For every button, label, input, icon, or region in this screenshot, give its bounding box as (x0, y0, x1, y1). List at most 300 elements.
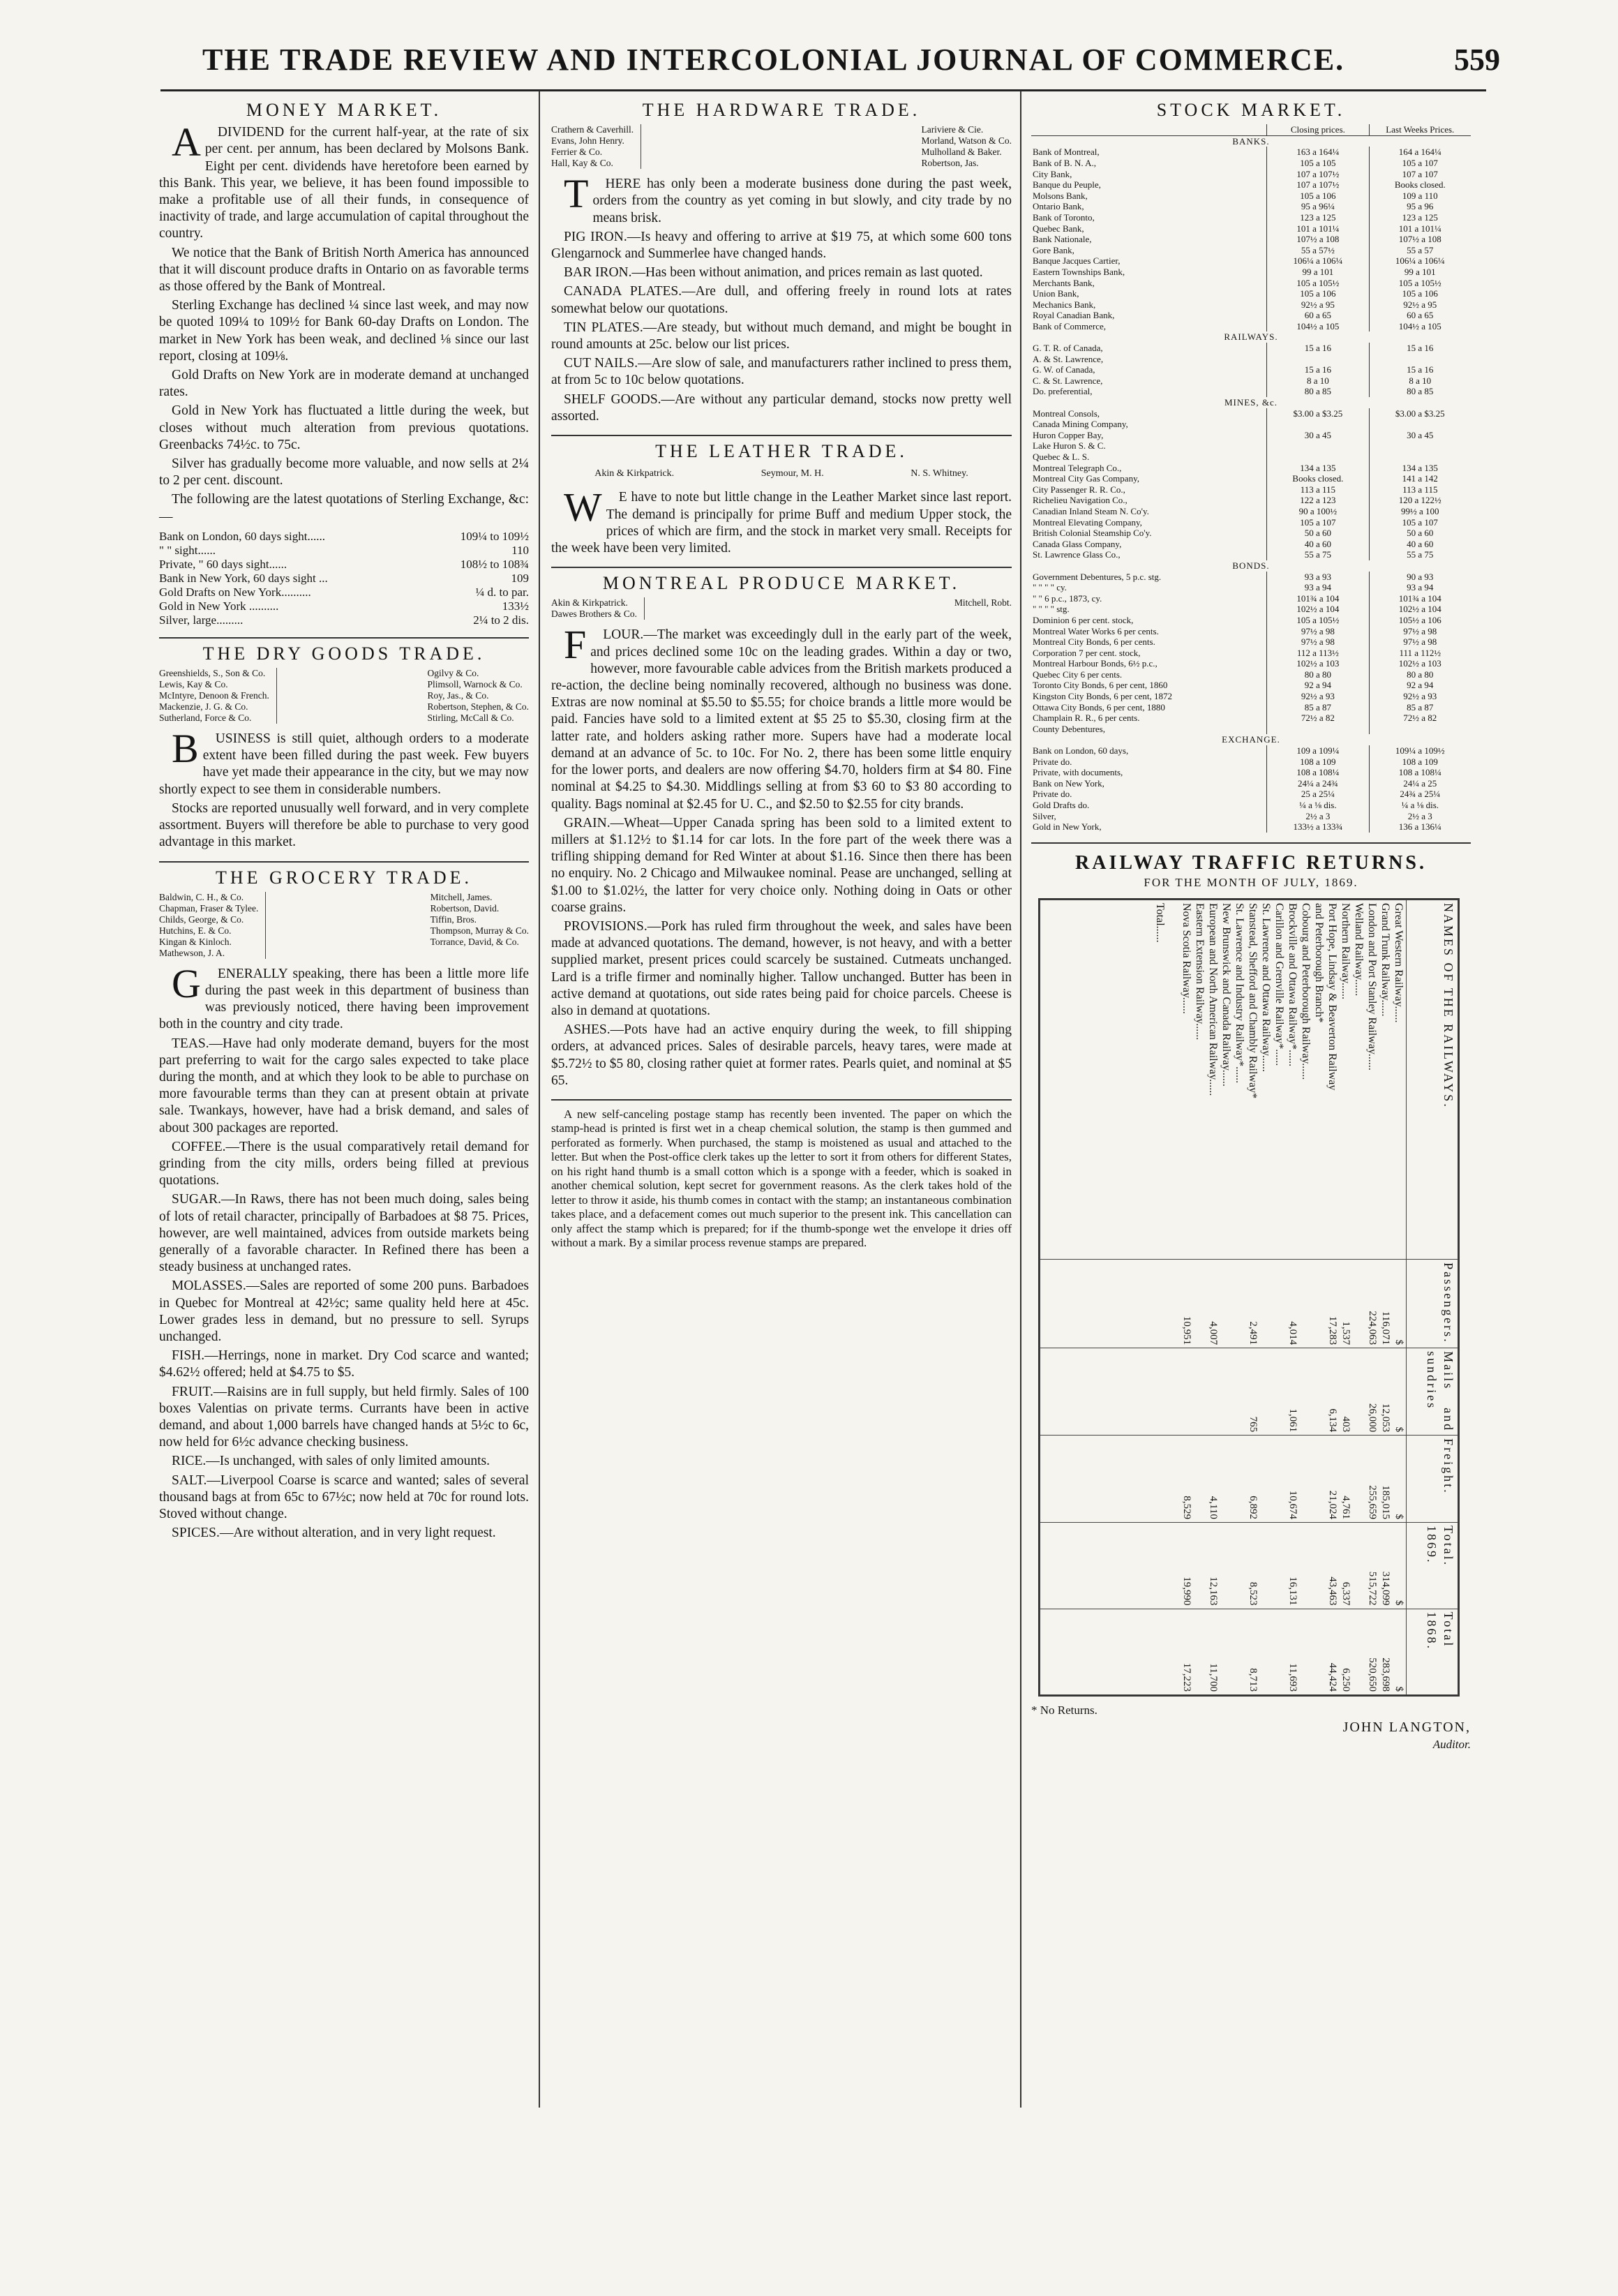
grocery-merchants (159, 892, 529, 959)
stock-section-label: MINES, &c. (1224, 397, 1278, 408)
last-week-price: $3.00 a $3.25 (1369, 408, 1471, 419)
merchant-list-left (159, 892, 266, 959)
quotation-row (159, 572, 529, 586)
last-week-price: 92½ a 93 (1369, 691, 1471, 702)
column-left (159, 98, 529, 1544)
passengers-value (1167, 1262, 1180, 1345)
passengers-value (1220, 1262, 1233, 1345)
stock-name: Eastern Townships Bank, (1033, 266, 1125, 277)
total-1868-value (1259, 1612, 1273, 1692)
total-1868-value (1193, 1612, 1206, 1692)
paragraph: GENERALLY speaking, there has been a little more life during the past week in this department of business than was previously noticed, there having been improvement both in the country and city trade. (159, 960, 529, 1032)
total-1869-value: 16,131 (1287, 1576, 1298, 1606)
paragraph: Silver has gradually become more valuable, and now sells at 2¼ to 2 per cent. discount. (159, 456, 529, 489)
quotation-label: Bank on London, 60 days sight...... (159, 529, 325, 543)
mails-value (1193, 1351, 1206, 1432)
stock-row (1031, 310, 1471, 321)
total-1868-value (1273, 1612, 1286, 1692)
closing-price: 24¼ a 24¾ (1267, 778, 1369, 789)
railway-name: Brockville and Ottawa Railway*...... (1286, 903, 1298, 1067)
railway-name (1167, 903, 1180, 1256)
passengers-header: Passengers. (1406, 1260, 1458, 1348)
closing-price: 90 a 100½ (1267, 506, 1369, 517)
railway-name: Grand Trunk Railway...... (1379, 903, 1391, 1017)
closing-price: 55 a 57½ (1267, 245, 1369, 256)
last-week-price (1369, 452, 1471, 463)
closing-price: 107 a 107½ (1267, 169, 1369, 180)
merchant-name: Ferrier & Co. (551, 147, 603, 158)
closing-price: 8 a 10 (1267, 375, 1369, 387)
stock-name: G. T. R. of Canada, (1033, 343, 1103, 354)
stock-name: Gold in New York, (1033, 821, 1102, 833)
last-week-price: 50 a 60 (1369, 528, 1471, 539)
total-1868-value (1352, 1612, 1365, 1692)
railway-name: Total...... (1153, 903, 1166, 943)
last-week-prices-header: Last Weeks Prices. (1369, 124, 1471, 135)
total-1869-value: 43,463 (1326, 1576, 1338, 1606)
passengers-value: 17,283 (1326, 1316, 1338, 1345)
paragraph: RICE.—Is unchanged, with sales of only limited amounts. (172, 1454, 490, 1469)
merchant-name: Lariviere & Cie. (921, 124, 984, 135)
mails-value: 765 (1247, 1416, 1259, 1433)
closing-price: 80 a 85 (1267, 386, 1369, 397)
merchant-name: Evans, John Henry. (551, 135, 624, 147)
merchant-name: Akin & Kirkpatrick. (594, 468, 675, 479)
hardware-merchants (551, 124, 1012, 169)
quotation-value: ¼ d. to par. (475, 585, 529, 599)
mails-value (1233, 1351, 1246, 1432)
closing-price: 122 a 123 (1267, 495, 1369, 506)
hardware-title: THE HARDWARE TRADE. (642, 100, 921, 120)
railway-name: European and North American Railway...... (1206, 903, 1219, 1096)
total-1868-value (1220, 1612, 1233, 1692)
passengers-value: 1,537 (1340, 1321, 1351, 1345)
quotation-label: Silver, large......... (159, 613, 244, 627)
produce-merchants (551, 597, 1012, 620)
freight-value: 8,529 (1181, 1496, 1192, 1520)
stock-name: Banque du Peuple, (1033, 179, 1101, 191)
paragraph: GRAIN.—Wheat—Upper Canada spring has been sold to a limited extent to millers at $1.12½ to $1.14 for car lots. In the fore part of the week there was a trifling shipping demand for Red Winter at about $1.16. Since then there has been no enquiry. No. 2 Chicago and Milwaukee nominal. Pease are unchanged, selling at $1.00 to $1.02½, the latter for very choice only. Nothing doing in Oats or other coarse grains. (551, 815, 1012, 915)
closing-price: 50 a 60 (1267, 528, 1369, 539)
last-week-price: 80 a 80 (1369, 669, 1471, 680)
stock-row (1031, 364, 1471, 375)
stock-name: Silver, (1033, 810, 1056, 821)
stock-row (1031, 452, 1471, 463)
stock-section-label: BANKS. (1232, 135, 1270, 147)
stock-name: Bank of Commerce, (1033, 320, 1107, 331)
stock-row (1031, 386, 1471, 397)
closing-price: 105 a 107 (1267, 517, 1369, 528)
quotation-row (159, 586, 529, 599)
stock-row (1031, 724, 1471, 735)
stock-name: Banque Jacques Cartier, (1033, 255, 1121, 267)
last-week-price: 106¼ a 106¼ (1369, 255, 1471, 267)
last-week-price: 102½ a 103 (1369, 658, 1471, 669)
quotation-value: 133½ (502, 599, 529, 613)
closing-price: 60 a 65 (1267, 310, 1369, 321)
last-week-price: 15 a 16 (1369, 364, 1471, 375)
paragraph: CUT NAILS.—Are slow of sale, and manufacturers rather inclined to press them, at from 5c to 10c below quotations. (551, 356, 1012, 388)
total-1869-value (1220, 1526, 1233, 1606)
stock-section-label: RAILWAYS. (1224, 331, 1278, 343)
last-week-price: 134 a 135 (1369, 463, 1471, 474)
closing-price: 123 a 125 (1267, 212, 1369, 223)
stock-row (1031, 169, 1471, 180)
last-week-price: 40 a 60 (1369, 539, 1471, 550)
stock-name: Private, with documents, (1033, 767, 1123, 778)
stock-row (1031, 484, 1471, 495)
freight-value (1312, 1438, 1326, 1519)
mails-value (1299, 1351, 1312, 1432)
last-week-price: 105 a 107 (1369, 517, 1471, 528)
stock-row (1031, 658, 1471, 669)
closing-price: 105 a 106 (1267, 288, 1369, 299)
last-week-price: ¼ a ⅛ dis. (1369, 800, 1471, 811)
passengers-value: 4,007 (1207, 1321, 1219, 1345)
stock-name: Lake Huron S. & C. (1033, 440, 1106, 452)
railway-name: Great Western Railway...... (1392, 903, 1404, 1023)
total-1868-value: 8,713 (1247, 1668, 1259, 1692)
quotation-value: 2¼ to 2 dis. (473, 613, 529, 627)
produce-body (551, 622, 1012, 1089)
railway-name: Stanstead, Shefford and Chambly Railway* (1246, 903, 1259, 1099)
quotation-label: Private, " 60 days sight...... (159, 557, 287, 571)
closing-price: 109 a 109¼ (1267, 745, 1369, 756)
merchant-name: Childs, George, & Co. (159, 914, 244, 925)
stock-name: Richelieu Navigation Co., (1033, 495, 1128, 506)
paragraph: ADIVIDEND for the current half-year, at the rate of six per cent. per annum, has been declared by Molsons Bank. Eight per cent. dividends have heretofore been earned by this Bank. This year, we believe, it has been found impossible to make a profitable use of all their funds, in consequence of inactivity of trade, and large accumulation of capital throughout the country. (159, 119, 529, 241)
stock-name: Do. preferential, (1033, 386, 1093, 397)
last-week-price: 109 a 110 (1369, 191, 1471, 202)
stock-name: Gore Bank, (1033, 244, 1074, 255)
merchant-name: N. S. Whitney. (911, 468, 968, 479)
merchant-name: Ogilvy & Co. (427, 668, 479, 679)
hardware-body (551, 171, 1012, 425)
dry-goods-merchants (159, 668, 529, 724)
stock-row (1031, 191, 1471, 202)
merchant-list-right (421, 668, 530, 724)
stock-name: Gold Drafts do. (1033, 800, 1090, 811)
mails-value: 12,053 (1379, 1403, 1391, 1433)
stock-name: Kingston City Bonds, 6 per cent, 1872 (1033, 691, 1173, 702)
total-1869-header: Total. 1869. (1406, 1523, 1458, 1609)
last-week-price: 2½ a 3 (1369, 811, 1471, 822)
stock-row (1031, 756, 1471, 768)
last-week-price: 113 a 115 (1369, 484, 1471, 495)
last-week-price: 97½ a 98 (1369, 636, 1471, 648)
stock-row (1031, 288, 1471, 299)
merchant-list-left (551, 597, 645, 620)
closing-price: 108 a 109 (1267, 756, 1369, 768)
stock-row (1031, 539, 1471, 550)
total-1868-value (1299, 1612, 1312, 1692)
last-week-price: 55 a 75 (1369, 549, 1471, 560)
last-week-price (1369, 354, 1471, 365)
stock-name: Bank of Montreal, (1033, 147, 1100, 158)
merchant-list-right (947, 597, 1012, 620)
mails-value (1352, 1351, 1365, 1432)
paragraph: FLOUR.—The market was exceedingly dull in the early part of the week, and prices declined some 10c on the leading grades. Within a day or two, however, more favourable cable advices from the British markets produced a re-action, the decline being nominally recovered, although no business was done. Extras are now nominal at $5.50 to $5.55; for choice brands a little more would be paid. Fancies have sold to a limited extent at $5 25 to $5.30, closing firm at the latter rate, and holders asking rather more. Supers have had a moderate local demand at an advance of 5c. to 10c. For No. 2, there has been some little enquiry for the lower ports, and dealers are now offering $4.70, holders firm at $4 80. Fine nominal at $4.25 to $4.30. Middlings selling at from $3 60 to $3 80 according to quality. Bags nominal at $2.45 for U. C., and $2.50 to $2.55 for city brands. (551, 622, 1012, 812)
quotation-value: 110 (511, 543, 529, 557)
closing-price: 106¼ a 106¼ (1267, 255, 1369, 267)
closing-price (1267, 452, 1369, 463)
paragraph: BUSINESS is still quiet, although orders to a moderate extent have been filled during the past week. Few buyers have yet made their appearance in the city, but we may now shortly expect to see them in considerable numbers. (159, 726, 529, 797)
stock-name: Union Bank, (1033, 288, 1079, 299)
stock-name: " " " " cy. (1033, 582, 1067, 593)
last-week-price: 105 a 106 (1369, 288, 1471, 299)
last-week-price: 101 a 101¼ (1369, 223, 1471, 234)
exchange-quotations (159, 530, 529, 627)
last-week-price: 123 a 125 (1369, 212, 1471, 223)
last-week-price: 136 a 136¼ (1369, 821, 1471, 833)
last-week-price: 104½ a 105 (1369, 321, 1471, 332)
total-1868-value: 11,693 (1287, 1663, 1298, 1692)
stock-name: Montreal City Gas Company, (1033, 473, 1139, 484)
stock-row (1031, 745, 1471, 756)
mails-value (1259, 1351, 1273, 1432)
section-divider (551, 1099, 1012, 1101)
total-1869-value (1312, 1526, 1326, 1606)
auditor-title: Auditor. (1432, 1737, 1471, 1751)
stock-row (1031, 473, 1471, 484)
total-1868-value: 17,223 (1181, 1662, 1192, 1692)
quotation-value: 108½ to 108¾ (460, 557, 529, 571)
closing-price: 93 a 93 (1267, 572, 1369, 583)
freight-value (1167, 1438, 1180, 1519)
dry-goods-title: THE DRY GOODS TRADE. (202, 643, 486, 664)
passengers-value (1299, 1262, 1312, 1345)
closing-price: 133½ a 133¾ (1267, 821, 1369, 833)
section-divider (159, 861, 529, 863)
stock-name: Private do. (1033, 756, 1072, 767)
mails-value (1220, 1351, 1233, 1432)
last-week-price: 92½ a 95 (1369, 299, 1471, 311)
paragraph: Gold in New York has fluctuated a little during the week, but closes without much alteration from previous quotations. Greenbacks 74½c. to 75c. (159, 403, 529, 452)
last-week-price: 111 a 112½ (1369, 648, 1471, 659)
paragraph: COFFEE.—There is the usual comparatively retail demand for grinding from the city mills, orders being filled at previous quotations. (159, 1139, 529, 1188)
paragraph: Stocks are reported unusually well forward, and in very complete assortment. Buyers will therefore be able to purchase to very good advantage in this market. (159, 800, 529, 850)
paragraph: PIG IRON.—Is heavy and offering to arrive at $19 75, at which some 600 tons Glengarnock and Summerlee have changed hands. (551, 229, 1012, 262)
quotation-label: Bank in New York, 60 days sight ... (159, 571, 328, 585)
freight-value: $ (1393, 1514, 1404, 1520)
stock-row (1031, 255, 1471, 267)
stock-row (1031, 158, 1471, 169)
stock-row (1031, 267, 1471, 278)
quotation-value: 109 (511, 571, 529, 585)
closing-price: 105 a 105½ (1267, 615, 1369, 626)
last-week-price: Books closed. (1369, 179, 1471, 191)
last-week-price: 80 a 85 (1369, 386, 1471, 397)
stock-row (1031, 517, 1471, 528)
mails-header: Mails and sundries (1406, 1348, 1458, 1436)
closing-price: 97½ a 98 (1267, 626, 1369, 637)
merchant-name: Greenshields, S., Son & Co. (159, 668, 266, 679)
closing-price: ¼ a ⅛ dis. (1267, 800, 1369, 811)
railway-header-row (1406, 900, 1458, 1695)
money-market-title: MONEY MARKET. (246, 100, 442, 120)
merchant-list-left (551, 124, 641, 169)
closing-price: 95 a 96¼ (1267, 201, 1369, 212)
passengers-value (1193, 1262, 1206, 1345)
total-1868-cell (1040, 1609, 1407, 1694)
stock-row (1031, 201, 1471, 212)
last-week-price: 141 a 142 (1369, 473, 1471, 484)
stock-name: Canada Mining Company, (1033, 419, 1128, 430)
total-1869-value (1193, 1526, 1206, 1606)
stock-row (1031, 278, 1471, 289)
stock-row (1031, 147, 1471, 158)
merchant-name: Mackenzie, J. G. & Co. (159, 701, 248, 713)
paragraph: TIN PLATES.—Are steady, but without much demand, and might be bought in round amounts at 25c. below our list prices. (551, 320, 1012, 352)
passengers-value: $ (1393, 1339, 1404, 1345)
merchant-list-right (914, 124, 1012, 169)
stock-name: Dominion 6 per cent. stock, (1033, 614, 1134, 625)
stock-name: Montreal Water Works 6 per cents. (1033, 625, 1159, 636)
last-week-price: 60 a 65 (1369, 310, 1471, 321)
stock-name: Montreal Telegraph Co., (1033, 462, 1122, 473)
stock-row (1031, 354, 1471, 365)
passengers-cell (1040, 1260, 1407, 1348)
stock-name: Royal Canadian Bank, (1033, 310, 1115, 321)
railway-name: Nova Scotia Railway...... (1180, 903, 1192, 1015)
stock-name: Montreal Elevating Company, (1033, 516, 1142, 528)
total-1869-value (1299, 1526, 1312, 1606)
stock-name: Private do. (1033, 789, 1072, 800)
freight-value (1259, 1438, 1273, 1519)
paragraph: FRUIT.—Raisins are in full supply, but held firmly. Sales of 100 boxes Valentias on private terms. Currants have been in active demand, and about 1,000 barrels have changed hands at 5½c to 6c, now held for 6½c advance checking business. (159, 1384, 529, 1450)
stock-name: Ottawa City Bonds, 6 per cent, 1880 (1033, 701, 1165, 713)
last-week-price (1369, 419, 1471, 430)
stock-row (1031, 321, 1471, 332)
last-week-price: 120 a 122½ (1369, 495, 1471, 506)
paragraph: FISH.—Herrings, none in market. Dry Cod scarce and wanted; $4.62½ offered; held at $4.75 to $5. (159, 1348, 529, 1380)
closing-price: 2½ a 3 (1267, 811, 1369, 822)
merchant-name: Mulholland & Baker. (921, 147, 1002, 158)
merchant-name: Thompson, Murray & Co. (430, 925, 529, 936)
closing-price: 134 a 135 (1267, 463, 1369, 474)
leather-title: THE LEATHER TRADE. (655, 441, 908, 462)
last-week-price: 30 a 45 (1369, 430, 1471, 441)
stock-name: Government Debentures, 5 p.c. stg. (1033, 571, 1162, 582)
railway-table-rotated (1040, 900, 1458, 1695)
total-1869-value (1153, 1526, 1167, 1606)
closing-price: 40 a 60 (1267, 539, 1369, 550)
last-week-price: 101¾ a 104 (1369, 593, 1471, 604)
mails-value: 26,000 (1366, 1403, 1378, 1433)
closing-price: 108 a 108¼ (1267, 767, 1369, 778)
total-1869-value: 314,099 (1379, 1572, 1391, 1606)
freight-header: Freight. (1406, 1436, 1458, 1523)
stock-row (1031, 528, 1471, 539)
railway-name: St. Lawrence and Ottawa Railway...... (1259, 903, 1272, 1073)
stock-table (1031, 124, 1471, 833)
freight-value: 6,892 (1247, 1496, 1259, 1520)
total-1869-value (1167, 1526, 1180, 1606)
closing-price: 102½ a 104 (1267, 604, 1369, 615)
railway-name: and Peterborough Branch* (1312, 903, 1325, 1023)
signature-block (1031, 1719, 1471, 1752)
total-1869-value (1273, 1526, 1286, 1606)
closing-price: 163 a 164¼ (1267, 147, 1369, 158)
grocery-body (159, 960, 529, 1542)
stock-name: A. & St. Lawrence, (1033, 353, 1104, 364)
freight-cell (1040, 1436, 1407, 1523)
stock-name: Bank Nationale, (1033, 234, 1092, 245)
stock-name: Champlain R. R., 6 per cents. (1033, 713, 1140, 724)
stock-row (1031, 713, 1471, 724)
passengers-value: 4,014 (1287, 1321, 1298, 1345)
stock-section-row (1031, 135, 1471, 147)
stock-row (1031, 223, 1471, 234)
merchant-name: Lewis, Kay & Co. (159, 679, 228, 690)
railway-traffic-table (1038, 898, 1460, 1697)
closing-price (1267, 354, 1369, 365)
merchant-name: Hall, Kay & Co. (551, 158, 613, 169)
total-1868-value: $ (1393, 1686, 1404, 1692)
passengers-value: 116,071 (1379, 1311, 1391, 1345)
freight-value: 255,659 (1366, 1485, 1378, 1520)
stock-name: Montreal Consols, (1033, 408, 1100, 419)
closing-price: 97½ a 98 (1267, 636, 1369, 648)
passengers-value (1153, 1262, 1167, 1345)
paragraph: We notice that the Bank of British North America has announced that it will discount produce drafts in Ontario on as favorable terms as those offered by the Bank of Montreal. (159, 245, 529, 295)
stock-name: St. Lawrence Glass Co., (1033, 549, 1121, 560)
last-week-price: 93 a 94 (1369, 582, 1471, 593)
freight-value: 10,674 (1287, 1490, 1298, 1520)
stock-row (1031, 636, 1471, 648)
last-week-price: 105½ a 106 (1369, 615, 1471, 626)
leather-body (551, 484, 1012, 557)
closing-price: 113 a 115 (1267, 484, 1369, 495)
closing-price: 101¾ a 104 (1267, 593, 1369, 604)
stock-row (1031, 680, 1471, 691)
railway-name: Carillon and Grenville Railway*...... (1273, 903, 1285, 1066)
closing-price: 55 a 75 (1267, 549, 1369, 560)
last-week-price: 108 a 109 (1369, 756, 1471, 768)
mails-cell (1040, 1348, 1407, 1436)
mails-value (1153, 1351, 1167, 1432)
stock-row (1031, 375, 1471, 387)
stock-row (1031, 800, 1471, 811)
last-week-price: 72½ a 82 (1369, 713, 1471, 724)
last-week-price: 107 a 107 (1369, 169, 1471, 180)
quotation-row (159, 599, 529, 613)
stock-section-label: EXCHANGE. (1222, 734, 1280, 745)
stock-row (1031, 430, 1471, 441)
mails-value: 1,061 (1287, 1408, 1298, 1433)
closing-price: 85 a 87 (1267, 702, 1369, 713)
stock-name: Canada Glass Company, (1033, 538, 1122, 549)
freight-value (1153, 1438, 1167, 1519)
stock-row (1031, 615, 1471, 626)
paragraph: SALT.—Liverpool Coarse is scarce and wanted; sales of several thousand bags at from 65c to 67½c; now held at 70c for round lots. Stoved without change. (159, 1473, 529, 1521)
paragraph: PROVISIONS.—Pork has ruled firm throughout the week, and sales have been made at advanced quotations. The demand, however, is not heavy, and with a better supplied market, present prices could scarcely be sustained. Cutmeats unchanged. Lard is a trifle firmer and nominally higher. Tallow unchanged. Butter has been in active demand at quotations, out side rates being paid for choice parcels. Cheese is also in demand at quotations. (551, 918, 1012, 1018)
last-week-price: 99 a 101 (1369, 267, 1471, 278)
total-1868-value: 520,650 (1366, 1657, 1378, 1692)
merchant-name: Robertson, Jas. (921, 158, 979, 169)
section-divider (551, 435, 1012, 436)
names-header: NAMES OF THE RAILWAYS. (1406, 900, 1458, 1260)
railway-name: London and Port Stanley Railway...... (1365, 903, 1378, 1071)
merchant-name: Morland, Watson & Co. (921, 135, 1012, 147)
merchant-name: Crathern & Caverhill. (551, 124, 634, 135)
last-week-price: 102½ a 104 (1369, 604, 1471, 615)
merchant-name: Mathewson, J. A. (159, 947, 225, 958)
quotation-label: " " sight...... (159, 543, 216, 557)
column-right (1031, 98, 1471, 1753)
quotation-row (159, 613, 529, 627)
stock-row (1031, 572, 1471, 583)
